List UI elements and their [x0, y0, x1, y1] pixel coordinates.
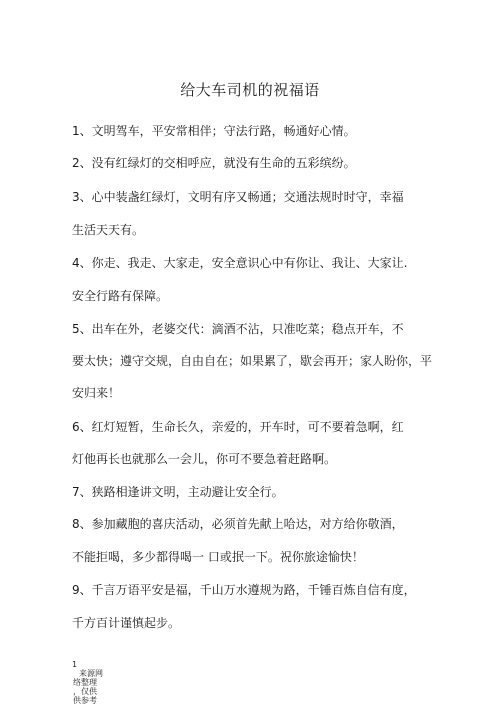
text-line-4: 生活天天有。	[72, 223, 145, 237]
text-line-7: 5、出车在外，老婆交代：滴酒不沾，只准吃菜；稳点开车，不	[72, 322, 404, 336]
text-line-1: 1、文明驾车，平安常相伴；守法行路，畅通好心情。	[72, 124, 356, 138]
text-line-14: 不能拒喝，多少都得喝一 口或抿一下。祝你旅途愉快！	[72, 550, 364, 564]
footer-line: 络整理	[73, 678, 97, 687]
text-line-16: 千方百计谨慎起步。	[72, 616, 181, 630]
text-line-15: 9、千言万语平安是福，千山万水遵规为路，千锤百炼自信有度，	[72, 583, 416, 597]
text-line-6: 安全行路有保障。	[72, 289, 169, 303]
footer-line: 来源网	[79, 669, 103, 678]
text-line-13: 8、参加藏胞的喜庆活动，必须首先献上哈达，对方给你敬酒，	[72, 517, 404, 531]
page-number: 1	[72, 660, 78, 669]
text-line-8: 要太快；遵守交规，自由自在；如果累了，歇会再开；家人盼你，平	[72, 354, 433, 368]
footer-line: ，仅供	[73, 687, 97, 696]
text-line-11: 灯他再长也就那么一会儿，你可不要急着赶路啊。	[72, 452, 337, 466]
text-line-3: 3、心中装盏红绿灯，文明有序又畅通；交通法规时时守，幸福	[72, 190, 404, 204]
page-footer	[70, 660, 103, 705]
text-line-9: 安归来！	[72, 386, 121, 400]
document-title: 给大车司机的祝福语	[180, 81, 320, 99]
text-line-12: 7、狭路相逢讲文明，主动避让安全行。	[72, 485, 284, 499]
text-line-2: 2、没有红绿灯的交相呼应，就没有生命的五彩缤纷。	[72, 156, 356, 170]
text-line-5: 4、你走、我走、大家走，安全意识心中有你让、我让、大家让.	[72, 256, 408, 270]
text-line-10: 6、红灯短暂，生命长久，亲爱的，开车时，可不要着急啊，红	[72, 420, 404, 434]
footer-line: 供参考	[73, 696, 97, 705]
